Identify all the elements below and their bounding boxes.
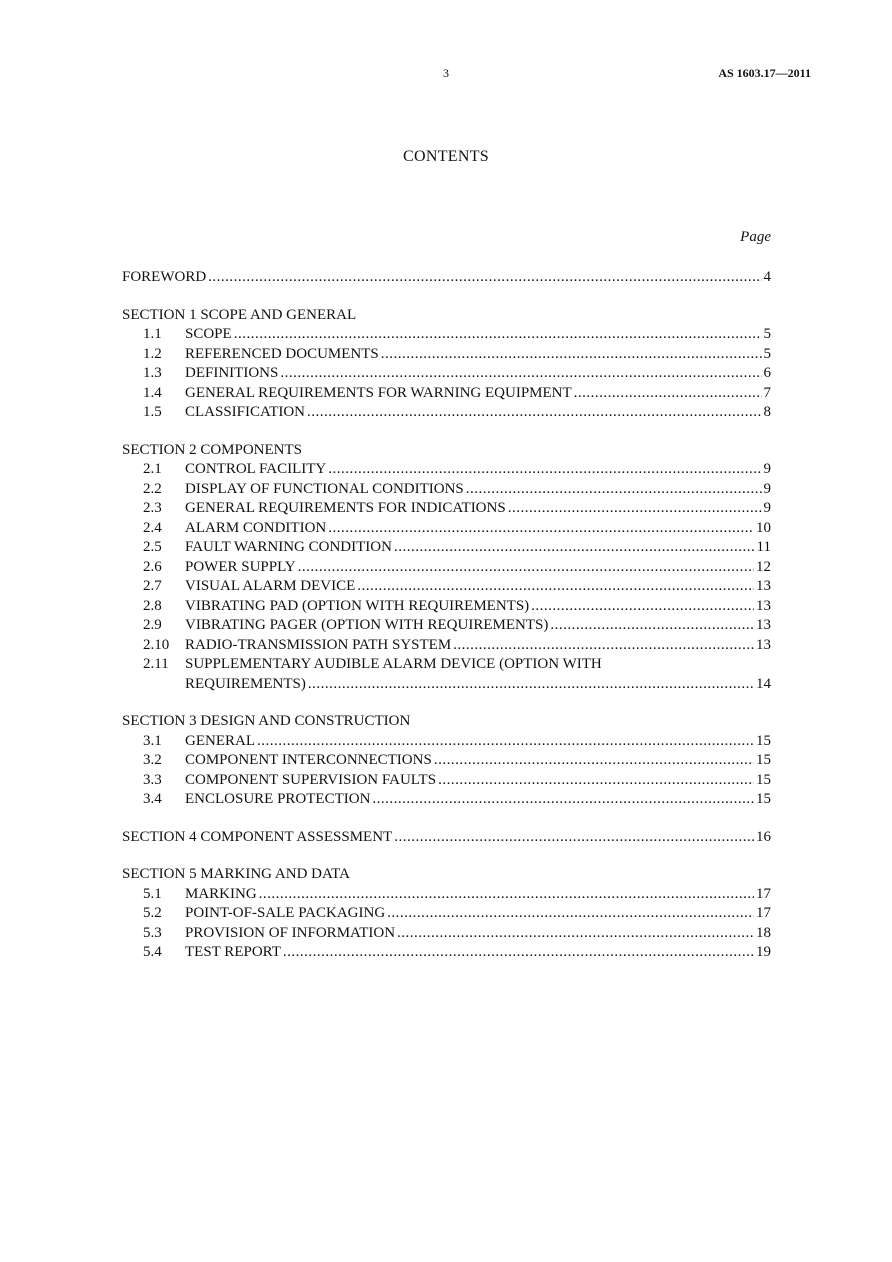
toc-entry-title: VISUAL ALARM DEVICE bbox=[185, 578, 356, 594]
page-number: 3 bbox=[443, 66, 449, 80]
toc-entry-title: MARKING bbox=[185, 885, 257, 902]
section-heading[interactable] bbox=[122, 441, 771, 461]
toc-entry-number: 2.3 bbox=[143, 500, 162, 516]
toc-entry-page: 7 bbox=[763, 384, 771, 401]
toc-entry-title: GENERAL bbox=[185, 732, 255, 749]
toc-entry-title: DEFINITIONS bbox=[185, 365, 279, 381]
toc-entry-title: FOREWORD bbox=[122, 269, 207, 285]
toc-entry-title: SCOPE bbox=[185, 326, 232, 342]
toc-entry-continued[interactable] bbox=[122, 675, 771, 695]
toc-entry-page: 8 bbox=[763, 404, 771, 420]
section-heading[interactable] bbox=[122, 712, 771, 732]
toc-entry[interactable] bbox=[122, 751, 771, 771]
toc-entry-foreword[interactable] bbox=[122, 268, 771, 288]
toc-entry[interactable] bbox=[122, 943, 771, 963]
toc-entry-number: 1.4 bbox=[143, 384, 162, 401]
toc-entry-page: 17 bbox=[756, 905, 771, 921]
toc-entry-title: CLASSIFICATION bbox=[185, 404, 306, 420]
toc-entry[interactable] bbox=[122, 519, 771, 539]
toc-entry-page: 15 bbox=[756, 752, 771, 768]
dot-leader bbox=[307, 403, 761, 423]
toc-entry-number: 2.7 bbox=[143, 578, 162, 594]
toc-entry-title-line1: SUPPLEMENTARY AUDIBLE ALARM DEVICE (OPTION WITH bbox=[185, 656, 602, 672]
toc-entry[interactable] bbox=[122, 616, 771, 636]
section-heading-entry[interactable] bbox=[122, 828, 771, 848]
toc-entry[interactable] bbox=[122, 384, 771, 404]
dot-leader bbox=[259, 885, 754, 905]
toc-entry-title: ALARM CONDITION bbox=[185, 519, 327, 536]
section-title: SECTION 2 COMPONENTS bbox=[122, 441, 303, 458]
toc-entry[interactable] bbox=[122, 538, 771, 558]
toc-entry-page: 13 bbox=[756, 617, 771, 633]
toc-entry-page: 5 bbox=[763, 345, 771, 362]
dot-leader bbox=[357, 577, 754, 597]
toc-entry-number: 2.1 bbox=[143, 461, 162, 477]
toc-entry-number: 5.4 bbox=[143, 944, 162, 960]
document-id: AS 1603.17—2011 bbox=[718, 66, 811, 80]
dot-leader bbox=[257, 732, 754, 752]
toc-entry[interactable] bbox=[122, 499, 771, 519]
section-title: SECTION 3 DESIGN AND CONSTRUCTION bbox=[122, 713, 411, 729]
toc-entry[interactable] bbox=[122, 904, 771, 924]
toc-entry-page: 6 bbox=[763, 365, 771, 381]
toc-entry-title: PROVISION OF INFORMATION bbox=[185, 924, 396, 941]
dot-leader bbox=[394, 538, 755, 558]
dot-leader bbox=[508, 499, 762, 519]
toc-entry-title: GENERAL REQUIREMENTS FOR INDICATIONS bbox=[185, 500, 506, 516]
toc-entry-page: 14 bbox=[756, 675, 771, 692]
dot-leader bbox=[283, 943, 754, 963]
toc-entry-number: 2.6 bbox=[143, 558, 162, 575]
section-title: SECTION 4 COMPONENT ASSESSMENT bbox=[122, 828, 393, 845]
toc-entry-title: POINT-OF-SALE PACKAGING bbox=[185, 905, 386, 921]
toc-entry[interactable] bbox=[122, 558, 771, 578]
toc-entry[interactable] bbox=[122, 460, 771, 480]
toc-entry-title: RADIO-TRANSMISSION PATH SYSTEM bbox=[185, 636, 452, 653]
toc-entry-page: 13 bbox=[756, 578, 771, 594]
dot-leader bbox=[372, 790, 754, 810]
toc-entry-title: POWER SUPPLY bbox=[185, 558, 296, 575]
toc-entry[interactable] bbox=[122, 790, 771, 810]
dot-leader bbox=[381, 345, 762, 365]
dot-leader bbox=[453, 636, 754, 656]
dot-leader bbox=[387, 904, 754, 924]
toc-entry-number: 2.2 bbox=[143, 480, 162, 497]
toc-entry-number: 2.9 bbox=[143, 617, 162, 633]
dot-leader bbox=[550, 616, 754, 636]
toc-entry[interactable] bbox=[122, 403, 771, 423]
toc-entry[interactable] bbox=[122, 732, 771, 752]
toc-entry-title: FAULT WARNING CONDITION bbox=[185, 539, 392, 555]
toc-entry-title: TEST REPORT bbox=[185, 944, 281, 960]
toc-entry[interactable] bbox=[122, 771, 771, 791]
dot-leader bbox=[397, 924, 754, 944]
toc-entry[interactable] bbox=[122, 364, 771, 384]
toc-entry-number: 2.5 bbox=[143, 539, 162, 555]
toc-entry-number: 1.1 bbox=[143, 326, 162, 342]
toc-entry[interactable] bbox=[122, 655, 771, 675]
toc-entry-page: 9 bbox=[763, 500, 771, 516]
toc-entry[interactable] bbox=[122, 597, 771, 617]
toc-entry-page: 15 bbox=[756, 791, 771, 807]
toc-entry-page: 15 bbox=[756, 771, 771, 788]
toc-entry-page: 10 bbox=[756, 519, 771, 536]
toc-entry[interactable] bbox=[122, 924, 771, 944]
toc-entry-title: COMPONENT INTERCONNECTIONS bbox=[185, 752, 432, 768]
toc-entry-number: 3.3 bbox=[143, 771, 162, 788]
toc-entry-title: REFERENCED DOCUMENTS bbox=[185, 345, 379, 362]
toc-entry[interactable] bbox=[122, 636, 771, 656]
toc-entry-page: 13 bbox=[756, 636, 771, 653]
toc-entry[interactable] bbox=[122, 480, 771, 500]
dot-leader bbox=[234, 325, 762, 345]
toc-entry-page: 9 bbox=[763, 480, 771, 497]
section-title: SECTION 5 MARKING AND DATA bbox=[122, 866, 350, 882]
toc-entry-number: 5.1 bbox=[143, 885, 162, 902]
toc-entry-page: 18 bbox=[756, 924, 771, 941]
toc-entry-title: VIBRATING PAGER (OPTION WITH REQUIREMENTS) bbox=[185, 617, 549, 633]
contents-title: CONTENTS bbox=[403, 148, 489, 165]
toc-entry-number: 3.4 bbox=[143, 791, 162, 807]
table-of-contents bbox=[122, 268, 771, 963]
dot-leader bbox=[308, 675, 754, 695]
toc-entry-page: 9 bbox=[763, 461, 771, 477]
toc-entry-page: 4 bbox=[763, 269, 771, 285]
dot-leader bbox=[298, 558, 754, 578]
toc-entry-number: 1.2 bbox=[143, 345, 162, 362]
dot-leader bbox=[434, 751, 754, 771]
toc-entry-title: ENCLOSURE PROTECTION bbox=[185, 791, 371, 807]
toc-entry-page: 19 bbox=[756, 944, 771, 960]
toc-entry-page: 11 bbox=[756, 539, 771, 555]
toc-entry-page: 12 bbox=[756, 558, 771, 575]
toc-entry-number: 5.3 bbox=[143, 924, 162, 941]
toc-entry-number: 5.2 bbox=[143, 905, 162, 921]
toc-entry[interactable] bbox=[122, 325, 771, 345]
dot-leader bbox=[280, 364, 761, 384]
toc-entry-page: 17 bbox=[756, 885, 771, 902]
section-heading[interactable] bbox=[122, 306, 771, 326]
section-title: SECTION 1 SCOPE AND GENERAL bbox=[122, 306, 357, 323]
toc-entry-page: 15 bbox=[756, 732, 771, 749]
toc-entry[interactable] bbox=[122, 885, 771, 905]
toc-entry-title: VIBRATING PAD (OPTION WITH REQUIREMENTS) bbox=[185, 597, 530, 614]
dot-leader bbox=[328, 460, 761, 480]
dot-leader bbox=[466, 480, 762, 500]
toc-entry-number: 1.3 bbox=[143, 365, 162, 381]
toc-entry-title: REQUIREMENTS) bbox=[185, 675, 306, 692]
toc-entry-title: COMPONENT SUPERVISION FAULTS bbox=[185, 771, 437, 788]
toc-entry-page: 5 bbox=[763, 326, 771, 342]
toc-entry-number: 2.11 bbox=[143, 656, 169, 672]
toc-entry-number: 2.4 bbox=[143, 519, 162, 536]
dot-leader bbox=[438, 771, 754, 791]
toc-entry-number: 3.2 bbox=[143, 752, 162, 768]
section-heading[interactable] bbox=[122, 865, 771, 885]
toc-entry-number: 3.1 bbox=[143, 732, 162, 749]
dot-leader bbox=[328, 519, 754, 539]
dot-leader bbox=[208, 268, 761, 288]
toc-entry-title: CONTROL FACILITY bbox=[185, 461, 327, 477]
toc-entry-number: 1.5 bbox=[143, 404, 162, 420]
toc-entry-page: 13 bbox=[756, 597, 771, 614]
toc-entry[interactable] bbox=[122, 345, 771, 365]
toc-entry-number: 2.10 bbox=[143, 636, 170, 653]
toc-entry-page: 16 bbox=[756, 828, 771, 845]
toc-entry-title: GENERAL REQUIREMENTS FOR WARNING EQUIPMENT bbox=[185, 384, 572, 401]
toc-entry-number: 2.8 bbox=[143, 597, 162, 614]
dot-leader bbox=[531, 597, 754, 617]
dot-leader bbox=[394, 828, 754, 848]
dot-leader bbox=[574, 384, 762, 404]
page-column-label: Page bbox=[740, 229, 771, 245]
toc-entry[interactable] bbox=[122, 577, 771, 597]
toc-entry-title: DISPLAY OF FUNCTIONAL CONDITIONS bbox=[185, 480, 464, 497]
